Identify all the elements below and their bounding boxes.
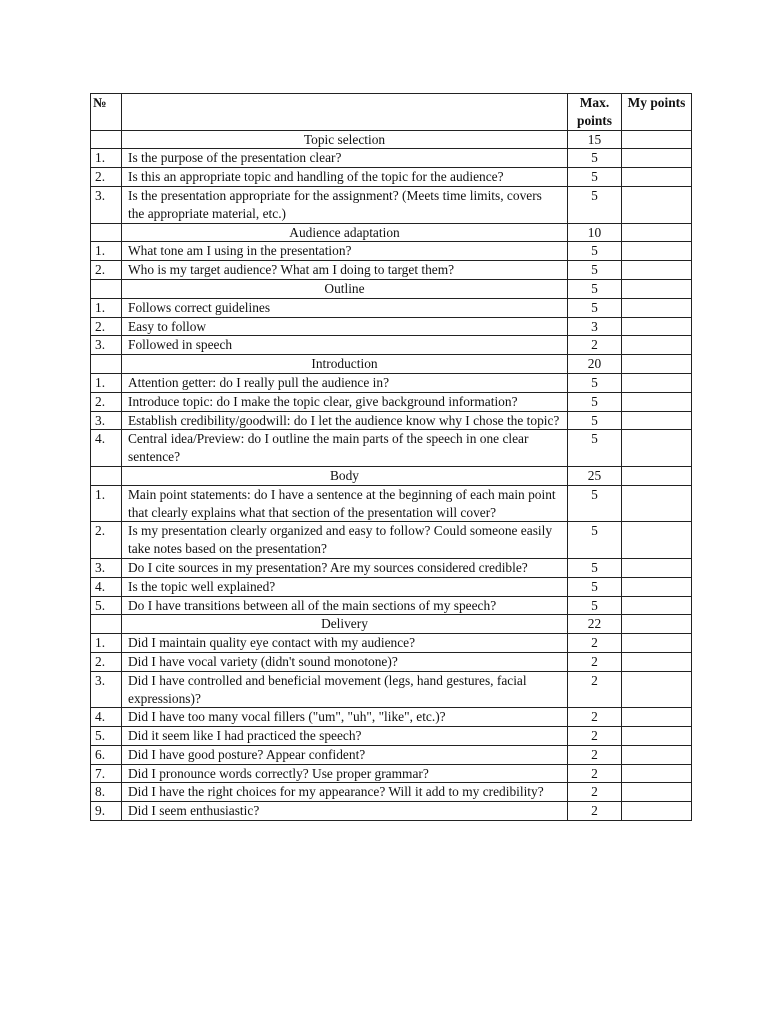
rubric-body (91, 130, 692, 820)
section-title: Introduction (122, 355, 568, 374)
item-number: 4. (91, 430, 122, 467)
item-max-points: 5 (568, 298, 622, 317)
criterion-text: What tone am I using in the presentation? (122, 242, 568, 261)
section-number-cell (91, 279, 122, 298)
section-number-cell (91, 466, 122, 485)
criterion-row (91, 261, 692, 280)
item-max-points: 2 (568, 783, 622, 802)
criterion-text: Did I have vocal variety (didn't sound monotone)? (122, 652, 568, 671)
criterion-row (91, 671, 692, 708)
my-points-cell (622, 802, 692, 821)
item-max-points: 2 (568, 745, 622, 764)
item-max-points: 3 (568, 317, 622, 336)
item-number: 3. (91, 411, 122, 430)
number-header: № (91, 94, 122, 131)
criterion-text: Do I have transitions between all of the main sections of my speech? (122, 596, 568, 615)
header-row (91, 94, 692, 131)
item-max-points: 2 (568, 802, 622, 821)
my-points-cell (622, 336, 692, 355)
item-number: 3. (91, 558, 122, 577)
item-max-points: 2 (568, 671, 622, 708)
section-max-points: 10 (568, 223, 622, 242)
criterion-row (91, 558, 692, 577)
my-points-cell (622, 466, 692, 485)
section-number-cell (91, 223, 122, 242)
criterion-row (91, 634, 692, 653)
criterion-row (91, 652, 692, 671)
item-number: 1. (91, 485, 122, 522)
my-points-cell (622, 373, 692, 392)
criterion-row (91, 411, 692, 430)
item-number: 5. (91, 727, 122, 746)
item-number: 8. (91, 783, 122, 802)
item-max-points: 2 (568, 727, 622, 746)
criterion-text: Attention getter: do I really pull the audience in? (122, 373, 568, 392)
criterion-text: Did I have too many vocal fillers ("um", "uh", "like", etc.)? (122, 708, 568, 727)
item-number: 1. (91, 373, 122, 392)
my-points-cell (622, 242, 692, 261)
criterion-row (91, 373, 692, 392)
item-max-points: 5 (568, 411, 622, 430)
criterion-row (91, 336, 692, 355)
item-number: 1. (91, 149, 122, 168)
criterion-row (91, 242, 692, 261)
section-title: Audience adaptation (122, 223, 568, 242)
criterion-text: Is the purpose of the presentation clear? (122, 149, 568, 168)
criterion-text: Did I seem enthusiastic? (122, 802, 568, 821)
item-number: 4. (91, 708, 122, 727)
my-points-cell (622, 168, 692, 187)
item-max-points: 5 (568, 373, 622, 392)
my-points-cell (622, 652, 692, 671)
criterion-row (91, 522, 692, 559)
criterion-text: Follows correct guidelines (122, 298, 568, 317)
item-number: 6. (91, 745, 122, 764)
criterion-row (91, 783, 692, 802)
item-max-points: 5 (568, 242, 622, 261)
section-row (91, 279, 692, 298)
item-number: 1. (91, 634, 122, 653)
my-points-cell (622, 186, 692, 223)
criterion-text: Did I maintain quality eye contact with my audience? (122, 634, 568, 653)
item-max-points: 2 (568, 336, 622, 355)
rubric-table (90, 93, 692, 821)
item-number: 7. (91, 764, 122, 783)
item-max-points: 2 (568, 764, 622, 783)
my-points-cell (622, 522, 692, 559)
my-points-cell (622, 634, 692, 653)
criterion-text: Is this an appropriate topic and handling of the topic for the audience? (122, 168, 568, 187)
my-points-cell (622, 317, 692, 336)
item-max-points: 5 (568, 485, 622, 522)
section-row (91, 130, 692, 149)
my-points-cell (622, 411, 692, 430)
criterion-row (91, 168, 692, 187)
criterion-text: Is the presentation appropriate for the assignment? (Meets time limits, covers the appropriate material, etc.) (122, 186, 568, 223)
item-number: 2. (91, 261, 122, 280)
my-points-cell (622, 130, 692, 149)
criterion-row (91, 596, 692, 615)
criterion-row (91, 149, 692, 168)
my-points-cell (622, 392, 692, 411)
criterion-row (91, 727, 692, 746)
item-number: 2. (91, 168, 122, 187)
section-title: Delivery (122, 615, 568, 634)
criterion-row (91, 392, 692, 411)
criterion-text: Main point statements: do I have a sentence at the beginning of each main point that clearly explains what that section of the presentation will cover? (122, 485, 568, 522)
section-max-points: 15 (568, 130, 622, 149)
item-max-points: 2 (568, 652, 622, 671)
criterion-text: Do I cite sources in my presentation? Are my sources considered credible? (122, 558, 568, 577)
my-points-cell (622, 764, 692, 783)
section-row (91, 223, 692, 242)
criterion-text: Introduce topic: do I make the topic clear, give background information? (122, 392, 568, 411)
criterion-text: Did I pronounce words correctly? Use proper grammar? (122, 764, 568, 783)
section-title: Outline (122, 279, 568, 298)
item-max-points: 5 (568, 577, 622, 596)
criterion-row (91, 708, 692, 727)
item-max-points: 2 (568, 708, 622, 727)
item-max-points: 5 (568, 186, 622, 223)
criterion-text: Did I have controlled and beneficial movement (legs, hand gestures, facial expressions)? (122, 671, 568, 708)
my-points-header: My points (622, 94, 692, 131)
my-points-cell (622, 727, 692, 746)
my-points-cell (622, 708, 692, 727)
item-number: 2. (91, 652, 122, 671)
item-number: 5. (91, 596, 122, 615)
item-number: 3. (91, 671, 122, 708)
criterion-row (91, 485, 692, 522)
item-number: 4. (91, 577, 122, 596)
section-title: Topic selection (122, 130, 568, 149)
my-points-cell (622, 149, 692, 168)
section-row (91, 355, 692, 374)
item-number: 2. (91, 392, 122, 411)
item-number: 3. (91, 336, 122, 355)
item-number: 2. (91, 522, 122, 559)
item-number: 9. (91, 802, 122, 821)
criterion-row (91, 802, 692, 821)
criterion-row (91, 186, 692, 223)
my-points-cell (622, 355, 692, 374)
my-points-cell (622, 671, 692, 708)
my-points-cell (622, 615, 692, 634)
my-points-cell (622, 485, 692, 522)
my-points-cell (622, 261, 692, 280)
criterion-text: Is my presentation clearly organized and easy to follow? Could someone easily take notes based on the presentation? (122, 522, 568, 559)
question-header (122, 94, 568, 131)
section-number-cell (91, 615, 122, 634)
item-max-points: 5 (568, 149, 622, 168)
my-points-cell (622, 298, 692, 317)
criterion-text: Who is my target audience? What am I doing to target them? (122, 261, 568, 280)
section-row (91, 466, 692, 485)
criterion-row (91, 430, 692, 467)
item-max-points: 5 (568, 392, 622, 411)
section-number-cell (91, 355, 122, 374)
item-number: 3. (91, 186, 122, 223)
criterion-text: Did it seem like I had practiced the speech? (122, 727, 568, 746)
criterion-row (91, 298, 692, 317)
item-max-points: 5 (568, 261, 622, 280)
criterion-text: Easy to follow (122, 317, 568, 336)
my-points-cell (622, 558, 692, 577)
my-points-cell (622, 279, 692, 298)
section-max-points: 5 (568, 279, 622, 298)
my-points-cell (622, 783, 692, 802)
my-points-cell (622, 223, 692, 242)
max-points-header: Max. points (568, 94, 622, 131)
section-title: Body (122, 466, 568, 485)
criterion-row (91, 745, 692, 764)
section-row (91, 615, 692, 634)
my-points-cell (622, 745, 692, 764)
criterion-text: Is the topic well explained? (122, 577, 568, 596)
criterion-row (91, 577, 692, 596)
item-max-points: 5 (568, 522, 622, 559)
criterion-row (91, 764, 692, 783)
item-max-points: 5 (568, 168, 622, 187)
item-max-points: 2 (568, 634, 622, 653)
section-max-points: 25 (568, 466, 622, 485)
item-number: 1. (91, 242, 122, 261)
item-max-points: 5 (568, 430, 622, 467)
item-number: 2. (91, 317, 122, 336)
my-points-cell (622, 596, 692, 615)
criterion-text: Did I have good posture? Appear confident? (122, 745, 568, 764)
section-number-cell (91, 130, 122, 149)
criterion-text: Did I have the right choices for my appearance? Will it add to my credibility? (122, 783, 568, 802)
my-points-cell (622, 430, 692, 467)
item-number: 1. (91, 298, 122, 317)
item-max-points: 5 (568, 558, 622, 577)
criterion-text: Establish credibility/goodwill: do I let the audience know why I chose the topic? (122, 411, 568, 430)
section-max-points: 22 (568, 615, 622, 634)
item-max-points: 5 (568, 596, 622, 615)
criterion-row (91, 317, 692, 336)
criterion-text: Central idea/Preview: do I outline the main parts of the speech in one clear sentence? (122, 430, 568, 467)
criterion-text: Followed in speech (122, 336, 568, 355)
my-points-cell (622, 577, 692, 596)
section-max-points: 20 (568, 355, 622, 374)
